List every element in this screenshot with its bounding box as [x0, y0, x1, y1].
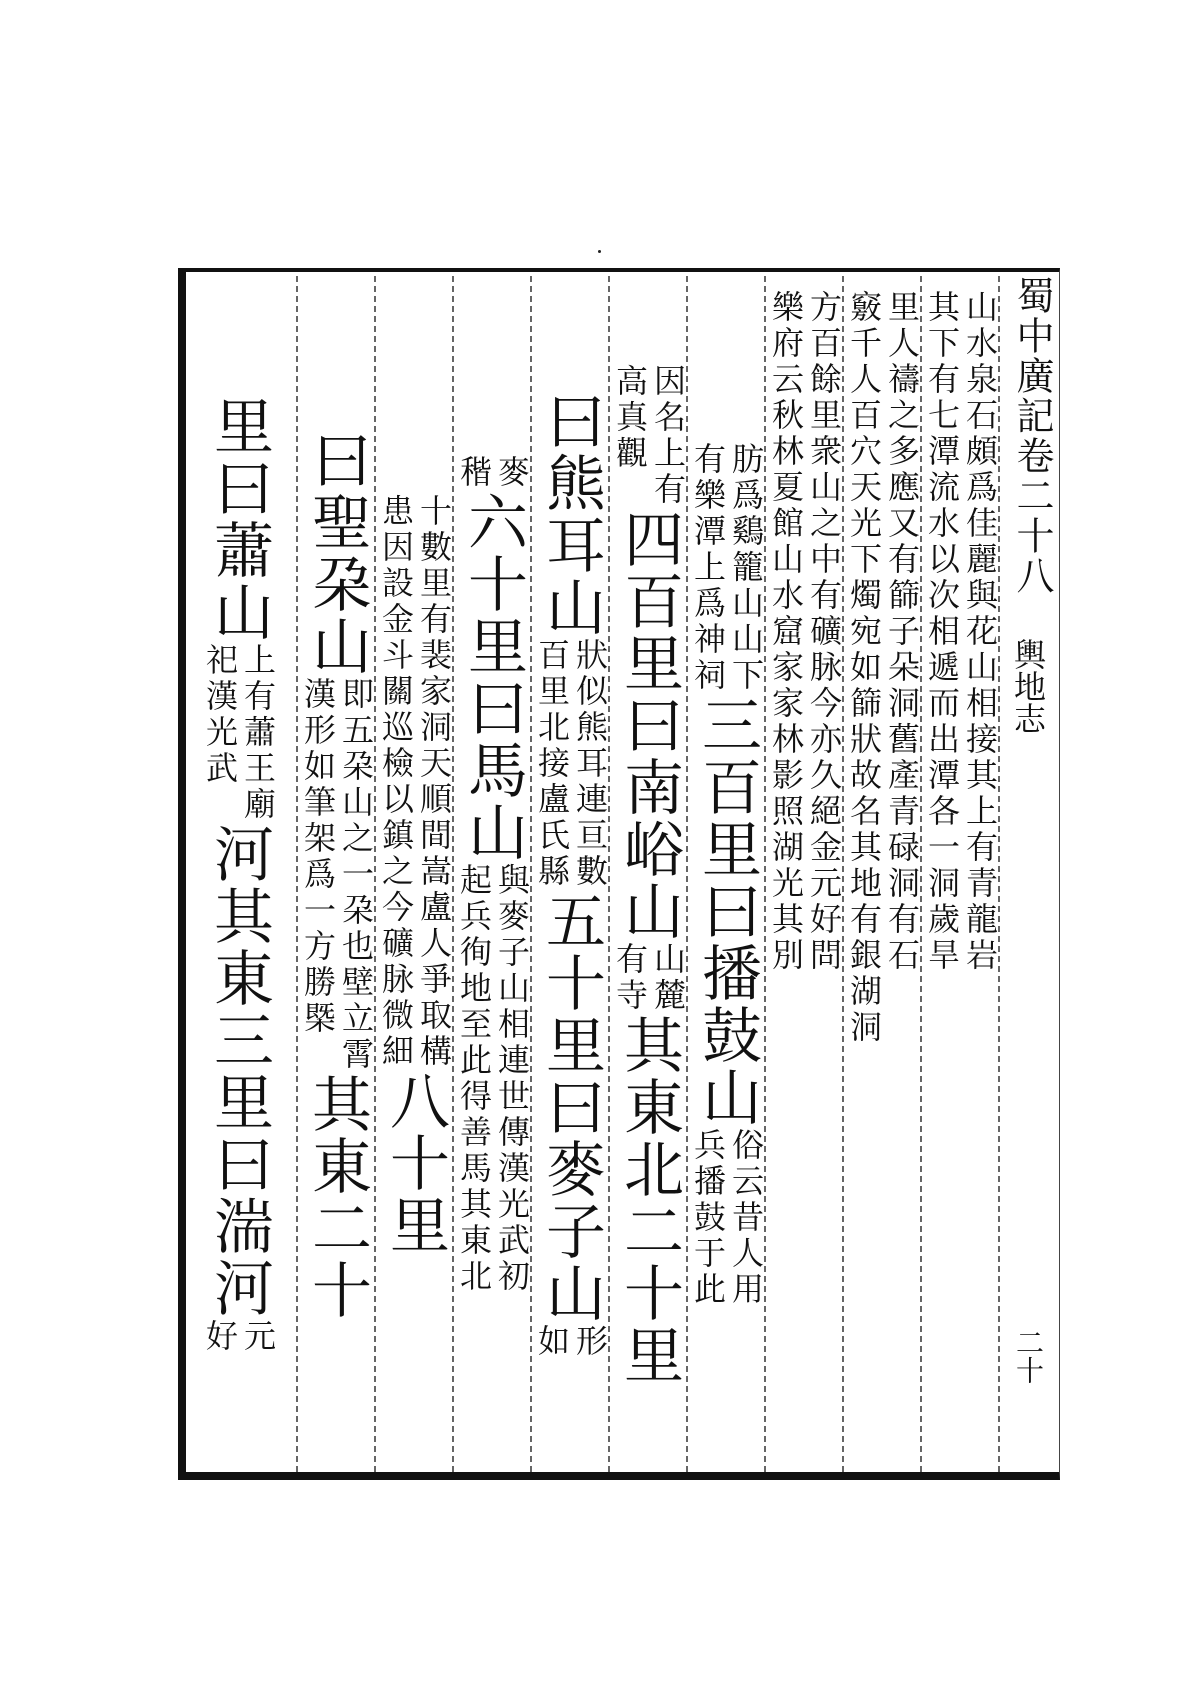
main-text: 六十里曰馬山 [458, 491, 528, 863]
annotation-right: 上有蕭王廟 [239, 643, 277, 823]
annotation-left: 有樂潭上爲神祠 [689, 442, 727, 694]
annotation-pair [767, 290, 843, 1460]
text-column [532, 290, 610, 1460]
text-column [376, 290, 454, 1460]
column-segments [610, 364, 688, 1386]
text-column [610, 290, 688, 1460]
annotation-pair [611, 364, 687, 508]
annotation-pair [533, 638, 609, 890]
text-column [766, 290, 844, 1460]
annotation-left: 患因設金斗關巡檢以鎮之今礦脉微細 [377, 494, 415, 1070]
text-column [688, 290, 766, 1460]
annotation-left: 兵播鼓于此 [689, 1128, 727, 1308]
annotation-pair [611, 942, 687, 1014]
margin-column [1000, 268, 1058, 1468]
annotation-right: 形 [571, 1324, 609, 1360]
text-column [922, 290, 1000, 1460]
main-text: 曰聖朶山 [302, 429, 372, 677]
text-column [844, 290, 922, 1460]
annotation-right: 麥 [493, 455, 531, 491]
book-title: 蜀中廣記卷二十八 [1010, 276, 1054, 596]
annotation-left: 漢形如筆架爲一方勝槩 [299, 677, 337, 1037]
annotation-right: 狀似熊耳連亘數 [571, 638, 609, 890]
column-segments [532, 390, 610, 1360]
annotation-pair [689, 442, 765, 694]
section-title: 輿地志 [1009, 638, 1047, 734]
main-text: 里曰蕭山 [204, 395, 274, 643]
annotation-left: 竅千人百穴天光下燭宛如篩狀故名其地有銀湖洞 [845, 290, 883, 1046]
annotation-right: 山水泉石頗爲佳麗與花山相接其上有青龍岩 [961, 290, 999, 974]
annotation-left: 其下有七潭流水以次相遞而出潭各一洞歲旱 [923, 290, 961, 974]
annotation-left: 高真觀 [611, 364, 649, 472]
annotation-pair [923, 290, 999, 1460]
annotation-pair [455, 863, 531, 1295]
annotation-left: 有寺 [611, 942, 649, 1014]
annotation-left: 稭 [455, 455, 493, 491]
main-text: 四百里曰南峪山 [614, 508, 684, 942]
annotation-pair [377, 494, 453, 1070]
page-number: 二十 [1012, 1328, 1045, 1384]
annotation-right: 與麥子山相連世傳漢光武初 [493, 863, 531, 1295]
annotation-pair [299, 677, 375, 1073]
main-text: 河其東三里曰湍河 [204, 823, 274, 1319]
annotation-pair [845, 290, 921, 1460]
annotation-left: 祀漢光武 [201, 643, 239, 787]
annotation-pair [533, 1324, 609, 1360]
column-segments [688, 442, 766, 1308]
annotation-left: 樂府云秋林夏館山水窟家家林影照湖光其別 [767, 290, 805, 974]
ink-dot [598, 250, 601, 253]
column-segments [454, 455, 532, 1295]
main-text: 其東二十 [302, 1073, 372, 1321]
main-text: 五十里曰麥子山 [536, 890, 606, 1324]
main-text: 三百里曰播鼓山 [692, 694, 762, 1128]
annotation-right: 即五朶山之一朶也壁立霄 [337, 677, 375, 1073]
annotation-right: 肪爲鷄籠山山下 [727, 442, 765, 694]
annotation-right: 因名上有 [649, 364, 687, 508]
annotation-right: 俗云昔人用 [727, 1128, 765, 1308]
annotation-pair [689, 1128, 765, 1308]
annotation-left: 如 [533, 1324, 571, 1360]
annotation-pair [201, 1319, 277, 1355]
annotation-left: 好 [201, 1319, 239, 1355]
annotation-pair [201, 643, 277, 823]
annotation-left: 百里北接盧氏縣 [533, 638, 571, 890]
annotation-right: 元 [239, 1319, 277, 1355]
annotation-right: 山麓 [649, 942, 687, 1014]
column-segments [298, 429, 376, 1321]
text-column [454, 290, 532, 1460]
annotation-right: 十數里有裴家洞天順間嵩盧人爭取構 [415, 494, 453, 1070]
text-column [200, 290, 278, 1460]
column-segments [376, 494, 454, 1256]
annotation-right: 方百餘里衆山之中有礦脉今亦久絕金元好問 [805, 290, 843, 974]
text-column [298, 290, 376, 1460]
column-segments [200, 395, 278, 1355]
annotation-right: 里人禱之多應又有篩子朵洞舊產青碌洞有石 [883, 290, 921, 974]
main-text: 八十里 [380, 1070, 450, 1256]
main-text: 曰熊耳山 [536, 390, 606, 638]
main-text: 其東北二十里 [614, 1014, 684, 1386]
annotation-pair [455, 455, 531, 491]
annotation-left: 起兵徇地至此得善馬其東北 [455, 863, 493, 1295]
